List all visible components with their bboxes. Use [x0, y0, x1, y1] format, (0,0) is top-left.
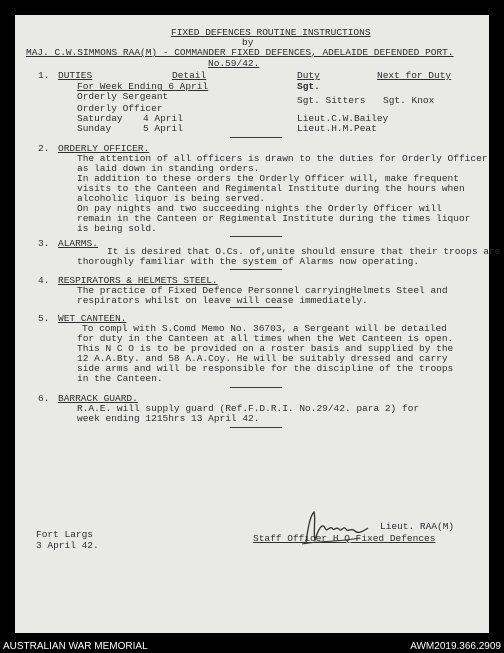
orderly-sergeant-label: Orderly Sergeant — [77, 91, 169, 102]
section-2-line: as laid down in standing orders. — [77, 163, 260, 174]
place-of-issue: Fort Largs — [36, 529, 94, 540]
saturday-label: Saturday — [77, 113, 123, 124]
section-6-line: R.A.E. will supply guard (Ref.F.D.R.I. No.29/42. para 2) for — [77, 403, 420, 414]
document-page — [15, 15, 501, 633]
date-of-issue: 3 April 42. — [36, 540, 99, 551]
archive-name: AUSTRALIAN WAR MEMORIAL — [3, 641, 148, 652]
authority-line: MAJ. C.W.SIMMONS RAA(M) - COMMANDER FIXED DEFENCES, ADELAIDE DEFENDED PORT. — [26, 47, 454, 58]
section-divider — [230, 236, 282, 237]
section-5-number: 5. — [38, 313, 50, 324]
signatory-office: Staff Officer H Q Fixed Defences — [253, 533, 436, 544]
section-3-number: 3. — [38, 238, 50, 249]
section-1-number: 1. — [38, 70, 50, 81]
section-2-line: On pay nights and two succeeding nights the Orderly Officer will — [77, 203, 442, 214]
section-5-line: in the Canteen. — [77, 373, 163, 384]
section-divider — [230, 387, 282, 388]
sunday-label: Sunday — [77, 123, 112, 134]
section-3-heading: ALARMS. — [58, 238, 98, 249]
orderly-officer-label: Orderly Officer — [77, 103, 163, 114]
section-4-number: 4. — [38, 275, 50, 286]
handwritten-signature — [298, 508, 378, 548]
duty-mark: Sgt. — [297, 81, 320, 92]
section-3-line: thoroughly familiar with the system of Alarms now operating. — [77, 256, 420, 267]
section-divider — [230, 137, 282, 138]
section-1-heading: DUTIES — [58, 70, 93, 81]
section-5-line: side arms and will be responsible for the discipline of the troops — [77, 363, 454, 374]
section-4-line: The practice of Fixed Defence Personnel carryingHelmets Steel and — [77, 285, 448, 296]
instruction-number: No.59/42. — [208, 58, 260, 69]
sunday-officer: Lieut.H.M.Peat — [297, 123, 377, 134]
section-2-line: is being sold. — [77, 223, 157, 234]
section-3-line: It is desired that O.Cs. of,unite should ensure that their troops are — [107, 246, 501, 257]
orderly-sergeant-next: Sgt. Knox — [383, 95, 435, 106]
section-2-line: The attention of all officers is drawn to the duties for Orderly Officer — [77, 153, 488, 164]
column-duty: Duty — [297, 70, 320, 81]
document-title: FIXED DEFENCES ROUTINE INSTRUCTIONS — [171, 27, 371, 38]
sunday-date: 5 April — [143, 123, 183, 134]
week-ending: For Week Ending 6 April — [77, 81, 209, 92]
section-5-line: To compl with S.Comd Memo No. 36703, a Sergeant will be detailed — [82, 323, 447, 334]
saturday-date: 4 April — [143, 113, 183, 124]
archive-reference: AWM2019.366.2909 — [410, 641, 501, 652]
section-divider — [230, 307, 282, 308]
column-detail: Detail — [172, 70, 207, 81]
section-5-line: for duty in the Canteen at all times when the Wet Canteen is open. — [77, 333, 454, 344]
section-6-heading: BARRACK GUARD. — [58, 393, 138, 404]
section-5-heading: WET CANTEEN. — [58, 313, 127, 324]
section-6-line: week ending 1215hrs 13 April 42. — [77, 413, 260, 424]
section-5-line: This N C O is to be provided on a roster basis and supplied by the — [77, 343, 454, 354]
orderly-sergeant-name: Sgt. Sitters — [297, 95, 366, 106]
section-2-number: 2. — [38, 143, 50, 154]
saturday-officer: Lieut.C.W.Bailey — [297, 113, 389, 124]
section-2-heading: ORDERLY OFFICER. — [58, 143, 150, 154]
section-divider — [230, 427, 282, 428]
section-2-line: alcoholic liquor is being served. — [77, 193, 266, 204]
signatory-rank: Lieut. RAA(M) — [380, 521, 455, 532]
section-2-line: In addition to these orders the Orderly Officer will, make frequent — [77, 173, 459, 184]
section-4-line: respirators whilst on leave will cease immediately. — [77, 295, 368, 306]
section-5-line: 12 A.A.Bty. and 58 A.A.Coy. He will be suitably dressed and carry — [77, 353, 448, 364]
section-6-number: 6. — [38, 393, 50, 404]
section-divider — [230, 269, 282, 270]
section-2-line: remain in the Canteen or Regimental Institute during the times liquor — [77, 213, 471, 224]
by-line: by — [242, 37, 254, 48]
archive-caption — [0, 641, 504, 653]
column-next-for-duty: Next for Duty — [377, 70, 452, 81]
section-2-line: visits to the Canteen and Regimental Institute during the hours when — [77, 183, 465, 194]
section-4-heading: RESPIRATORS & HELMETS STEEL. — [58, 275, 218, 286]
